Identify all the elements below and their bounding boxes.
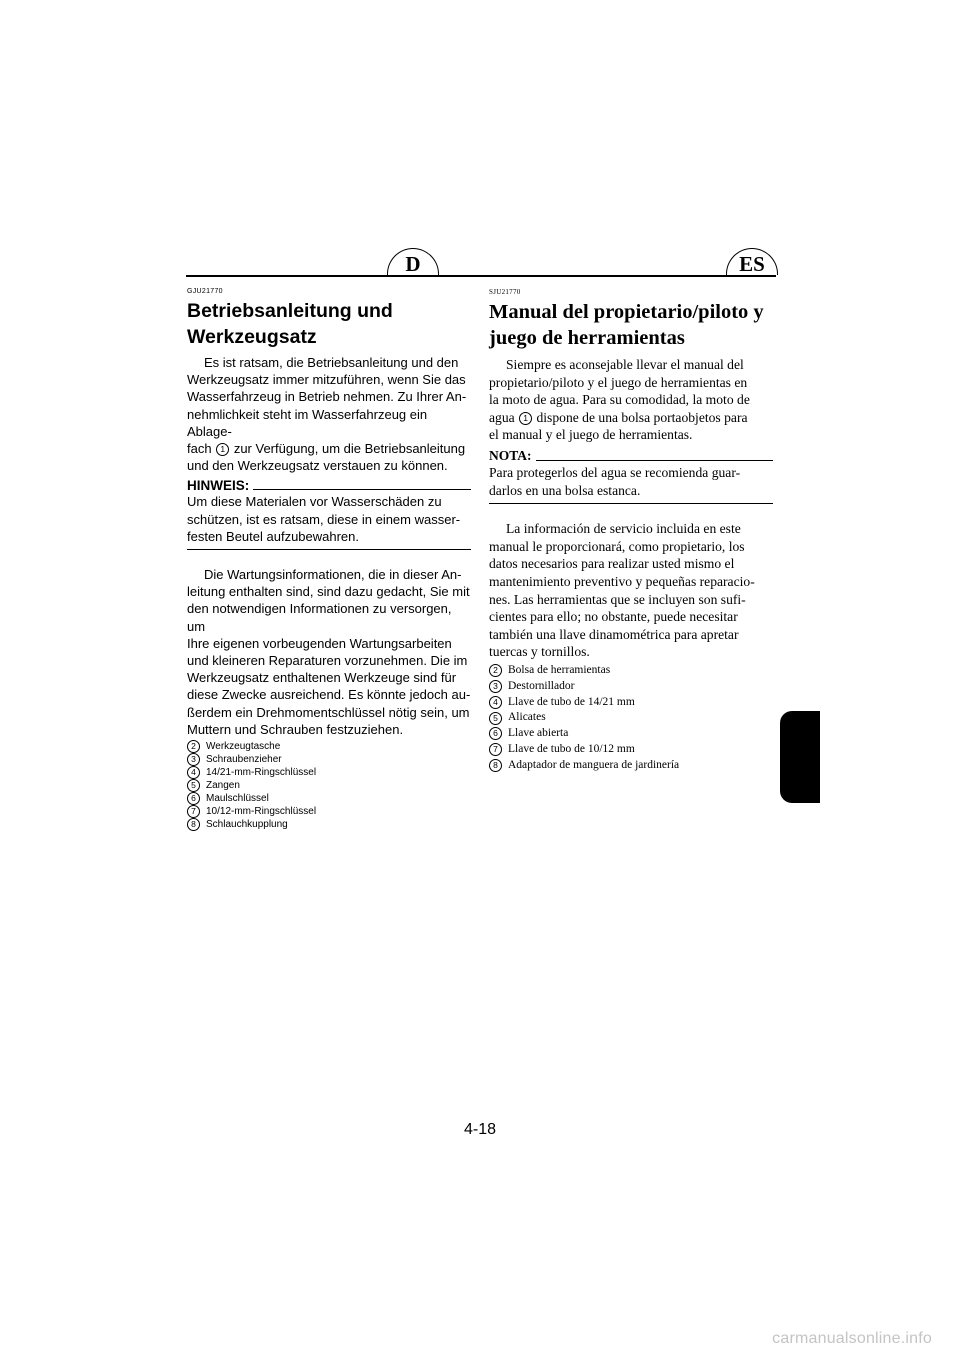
item-number: 3 bbox=[187, 753, 200, 766]
item-label: Adaptador de manguera de jardinería bbox=[508, 758, 680, 771]
text-line: Die Wartungsinformationen, die in dieser An- bbox=[204, 567, 462, 583]
title-line-1: Manual del propietario/piloto y bbox=[489, 301, 764, 323]
item-number: 4 bbox=[187, 766, 200, 779]
item-number: 6 bbox=[489, 727, 502, 740]
text-line: mantenimiento preventivo y pequeñas reparacio- bbox=[489, 573, 755, 589]
parts-legend bbox=[489, 663, 773, 774]
item-number: 7 bbox=[489, 743, 502, 756]
note-heading bbox=[187, 478, 471, 493]
item-number: 5 bbox=[187, 779, 200, 792]
text-line: Um diese Materialen vor Wasserschäden zu bbox=[187, 494, 442, 510]
text-line: darlos en una bolsa estanca. bbox=[489, 482, 641, 498]
text-line: schützen, ist es ratsam, diese in einem wasser- bbox=[187, 511, 461, 527]
legend-item bbox=[489, 679, 773, 695]
language-tab-spanish: ES bbox=[726, 248, 778, 275]
item-label: 10/12-mm-Ringschlüssel bbox=[206, 805, 317, 817]
item-number: 5 bbox=[489, 712, 502, 725]
text-line: Muttern und Schrauben festzuziehen. bbox=[187, 721, 404, 737]
text-line: tuercas y tornillos. bbox=[489, 644, 590, 660]
watermark: carmanualsonline.info bbox=[772, 1330, 932, 1347]
item-number: 4 bbox=[489, 696, 502, 709]
german-column bbox=[187, 288, 471, 831]
item-label: Destornillador bbox=[508, 679, 575, 692]
note-title: NOTA: bbox=[489, 447, 532, 463]
language-tab-german: D bbox=[387, 248, 439, 275]
note-body bbox=[489, 464, 773, 499]
note-title: HINWEIS: bbox=[187, 478, 250, 494]
legend-item bbox=[187, 805, 471, 818]
text-line: Para protegerlos del agua se recomienda guar- bbox=[489, 464, 741, 480]
item-number: 2 bbox=[187, 740, 200, 753]
text-line: Es ist ratsam, die Betriebsanleitung und den bbox=[204, 355, 459, 370]
legend-item bbox=[489, 710, 773, 726]
legend-item bbox=[187, 740, 471, 753]
text-line bbox=[489, 409, 773, 427]
legend-item bbox=[187, 818, 471, 831]
legend-item bbox=[489, 742, 773, 758]
text-line: Werkzeugsatz immer mitzuführen, wenn Sie das bbox=[187, 372, 466, 388]
note-body bbox=[187, 493, 471, 545]
item-label: Werkzeugtasche bbox=[206, 740, 281, 752]
title-line-2: Werkzeugsatz bbox=[187, 326, 317, 348]
note-rule bbox=[536, 460, 774, 461]
text-line: und den Werkzeugsatz verstauen zu können. bbox=[187, 458, 448, 474]
text-line: und kleineren Reparaturen vorzunehmen. Die im bbox=[187, 653, 468, 669]
legend-item bbox=[489, 695, 773, 711]
text-line: Wasserfahrzeug in Betrieb nehmen. Zu Ihrer An- bbox=[187, 389, 467, 405]
text-line: nes. Las herramientas que se incluyen son sufi- bbox=[489, 591, 746, 607]
item-number: 2 bbox=[489, 664, 502, 677]
text-line: Werkzeugsatz enthaltenen Werkzeuge sind für bbox=[187, 670, 457, 686]
item-number: 3 bbox=[489, 680, 502, 693]
item-number: 6 bbox=[187, 792, 200, 805]
callout-marker: 1 bbox=[216, 443, 229, 456]
note-end-rule bbox=[489, 503, 773, 504]
section-title bbox=[187, 298, 471, 350]
legend-item bbox=[187, 766, 471, 779]
text-line: nehmlichkeit steht im Wasserfahrzeug ein Ablage- bbox=[187, 406, 428, 439]
intro-paragraph bbox=[489, 356, 773, 444]
language-header bbox=[186, 248, 776, 278]
header-rule bbox=[186, 275, 776, 277]
item-label: Schraubenzieher bbox=[206, 753, 282, 765]
item-label: Schlauchkupplung bbox=[206, 818, 288, 830]
section-code: SJU21770 bbox=[489, 288, 521, 296]
text-line: diese Zwecke ausreichend. Es könnte jedoch au- bbox=[187, 687, 471, 703]
text-line: La información de servicio incluida en este bbox=[506, 521, 741, 537]
note-rule bbox=[253, 489, 471, 490]
item-label: Bolsa de herramientas bbox=[508, 663, 611, 676]
text-line: el manual y el juego de herramientas. bbox=[489, 427, 693, 443]
legend-item bbox=[489, 758, 773, 774]
service-paragraph bbox=[489, 520, 773, 661]
legend-item bbox=[489, 663, 773, 679]
text-line: la moto de agua. Para su comodidad, la moto de bbox=[489, 392, 750, 408]
item-label: Llave abierta bbox=[508, 727, 569, 740]
text-fragment: agua bbox=[489, 409, 515, 425]
item-number: 8 bbox=[187, 818, 200, 831]
text-line: ßerdem ein Drehmomentschlüssel nötig sein, um bbox=[187, 704, 470, 720]
legend-item bbox=[187, 779, 471, 792]
text-line: también una llave dinamométrica para apretar bbox=[489, 626, 739, 642]
text-fragment: dispone de una bolsa portaobjetos para bbox=[536, 409, 748, 425]
text-line: den notwendigen Informationen zu versorgen, um bbox=[187, 601, 452, 634]
page-number: 4-18 bbox=[463, 1121, 497, 1138]
section-title bbox=[489, 299, 773, 351]
text-line: leitung enthalten sind, sind dazu gedacht, Sie mit bbox=[187, 584, 470, 600]
text-fragment: fach bbox=[187, 441, 212, 457]
item-number: 8 bbox=[489, 759, 502, 772]
text-line: propietario/piloto y el juego de herramientas en bbox=[489, 374, 748, 390]
text-fragment: zur Verfügung, um die Betriebsanleitung bbox=[233, 441, 466, 457]
service-paragraph bbox=[187, 566, 471, 738]
legend-item bbox=[187, 753, 471, 766]
item-label: Alicates bbox=[508, 711, 546, 724]
text-line: Ihre eigenen vorbeugenden Wartungsarbeiten bbox=[187, 635, 452, 651]
title-line-2: juego de herramientas bbox=[489, 327, 685, 349]
title-line-1: Betriebsanleitung und bbox=[187, 300, 393, 322]
note-end-rule bbox=[187, 549, 471, 550]
text-line bbox=[187, 440, 471, 457]
note-heading bbox=[489, 448, 773, 464]
section-code: GJU21770 bbox=[187, 288, 223, 295]
item-label: 14/21-mm-Ringschlüssel bbox=[206, 766, 317, 778]
item-number: 7 bbox=[187, 805, 200, 818]
legend-item bbox=[489, 726, 773, 742]
item-label: Llave de tubo de 10/12 mm bbox=[508, 742, 635, 755]
text-line: datos necesarios para realizar usted mismo el bbox=[489, 556, 735, 572]
chapter-thumb-tab bbox=[780, 711, 820, 803]
text-line: festen Beutel aufzubewahren. bbox=[187, 528, 360, 544]
item-label: Llave de tubo de 14/21 mm bbox=[508, 695, 635, 708]
text-line: Siempre es aconsejable llevar el manual del bbox=[506, 357, 744, 372]
item-label: Zangen bbox=[206, 779, 240, 791]
spanish-column bbox=[489, 288, 773, 773]
text-line: cientes para ello; no obstante, puede necesitar bbox=[489, 609, 738, 625]
item-label: Maulschlüssel bbox=[206, 792, 269, 804]
legend-item bbox=[187, 792, 471, 805]
parts-legend bbox=[187, 740, 471, 831]
text-line: manual le proporcionará, como propietario, los bbox=[489, 538, 745, 554]
callout-marker: 1 bbox=[519, 412, 532, 425]
intro-paragraph bbox=[187, 354, 471, 474]
